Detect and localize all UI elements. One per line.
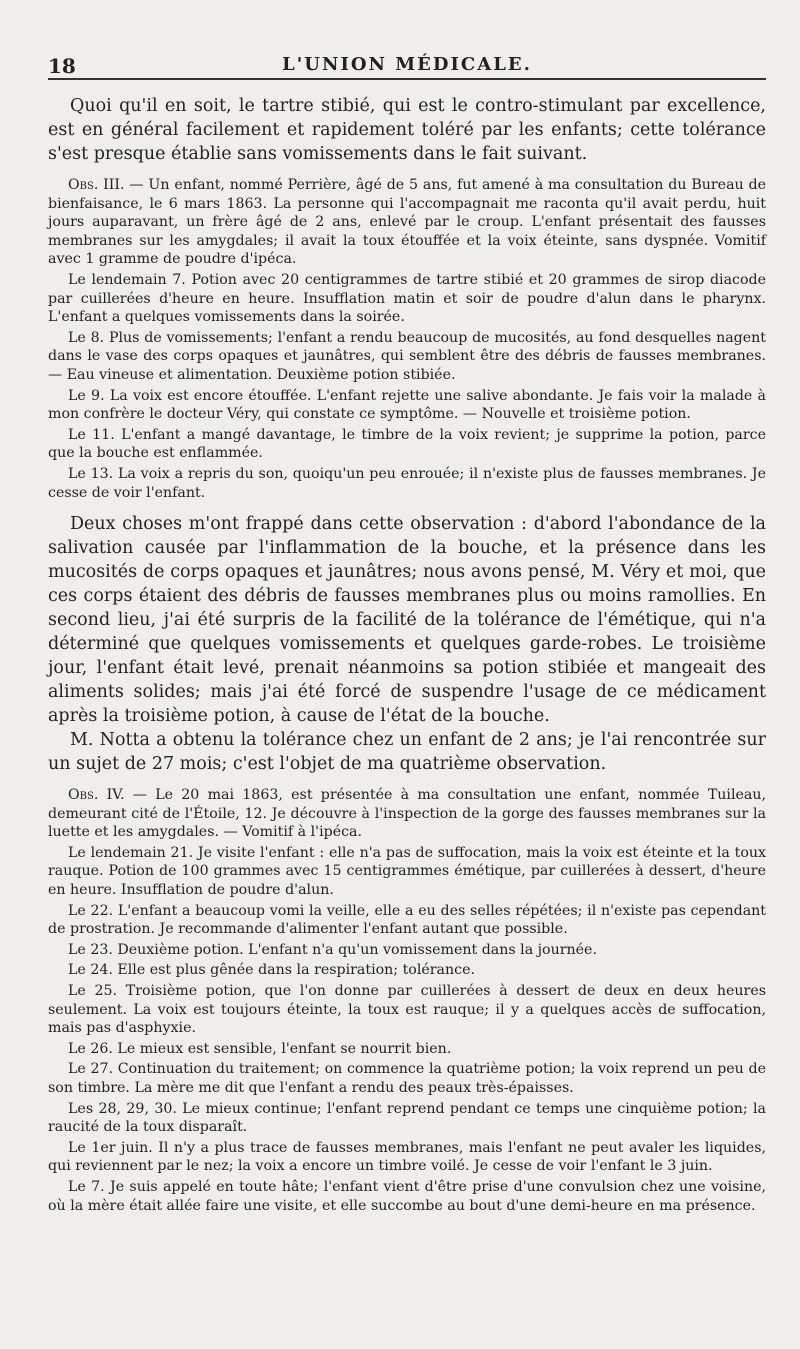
observation-paragraph: Le 25. Troisième potion, que l'on donne par cuillerées à dessert de deux en deux heures seulement. La voix est toujours éteinte, la toux est rauque; il y a quelques accès de suffocation, mais pas d'asphyxie. (48, 983, 766, 1037)
observation-paragraph: Le 9. La voix est encore étouffée. L'enfant rejette une salive abondante. Je fais voir la malade à mon confrère le docteur Véry, qui constate ce symptôme. — Nouvelle et troisième potion. (48, 387, 766, 423)
commentary-paragraph: Deux choses m'ont frappé dans cette observation : d'abord l'abondance de la salivation causée par l'inflammation de la bouche, et la présence dans les mucosités de corps opaques et jaunâtres; nous avons pensé, M. Véry et moi, que ces corps étaient des débris de fausses membranes plus ou moins ramollies. En second lieu, j'ai été surpris de la facilité de la tolérance de l'émétique, qui n'a déterminé que quelques vomissements et quelques garde-robes. Le troisième jour, l'enfant était levé, prenait néanmoins sa potion stibiée et mangeait des aliments solides; mais j'ai été forcé de suspendre l'usage de ce médicament après la troisième potion, à cause de l'état de la bouche. (48, 514, 766, 727)
intro-section (48, 94, 766, 166)
page-header (48, 50, 766, 80)
journal-title: L'UNION MÉDICALE. (282, 54, 532, 75)
observation-3 (48, 176, 766, 502)
observation-4 (48, 786, 766, 1215)
observation-paragraph: Les 28, 29, 30. Le mieux continue; l'enfant reprend pendant ce temps une cinquième potion; la raucité de la toux disparaît. (48, 1100, 766, 1136)
observation-paragraph: Le 22. L'enfant a beaucoup vomi la veille, elle a eu des selles répétées; il n'existe pas cependant de prostration. Je recommande d'alimenter l'enfant autant que possible. (48, 902, 766, 938)
observation-paragraph: Le 26. Le mieux est sensible, l'enfant se nourrit bien. (68, 1040, 452, 1057)
page-number: 18 (48, 54, 76, 78)
observation-paragraph: Le 8. Plus de vomissements; l'enfant a rendu beaucoup de mucosités, au fond desquelles nagent dans le vase des corps opaques et jaunâtres, qui semblent être des débris de fausses membranes. — Eau vineuse et alimentation. Deuxième potion stibiée. (48, 329, 766, 383)
observation-label: Obs. IV. (68, 787, 125, 804)
observation-paragraph (48, 786, 766, 842)
intro-paragraph: Quoi qu'il en soit, le tartre stibié, qui est le contro-stimulant par excellence, est en général facilement et rapidement toléré par les enfants; cette tolérance s'est presque établie sans vomissements dans le fait suivant. (48, 96, 766, 164)
observation-paragraph: Le 1er juin. Il n'y a plus trace de fausses membranes, mais l'enfant ne peut avaler les liquides, qui reviennent par le nez; la voix a encore un timbre voilé. Je cesse de voir l'enfant le 3 juin. (48, 1139, 766, 1175)
observation-paragraph: Le lendemain 7. Potion avec 20 centigrammes de tartre stibié et 20 grammes de sirop diacode par cuillerées d'heure en heure. Insufflation matin et soir de poudre d'alun dans le pharynx. L'enfant a quelques vomissements dans la soirée. (48, 271, 766, 326)
observation-paragraph: Le 27. Continuation du traitement; on commence la quatrième potion; la voix reprend un peu de son timbre. La mère me dit que l'enfant a rendu des peaux très-épaisses. (48, 1061, 766, 1096)
observation-text: — Un enfant, nommé Perrière, âgé de 5 ans, fut amené à ma consultation du Bureau de bienfaisance, le 6 mars 1863. La personne qui l'accompagnait me raconta qu'il avait perdu, huit jours auparavant, un frère âgé de 2 ans, enlevé par le croup. L'enfant présentait des fausses membranes sur les amygdales; il avait la toux étouffée et la voix éteinte, sans dyspnée. Vomitif avec 1 gramme de poudre d'ipéca. (48, 177, 766, 268)
observation-paragraph: Le 11. L'enfant a mangé davantage, le timbre de la voix revient; je supprime la potion, parce que la bouche est enflammée. (48, 426, 766, 462)
observation-paragraph: Le lendemain 21. Je visite l'enfant : elle n'a pas de suffocation, mais la voix est éteinte et la toux rauque. Potion de 100 grammes avec 15 centigrammes émétique, par cuillerées à dessert, d'heure en heure. Insufflation de poudre d'alun. (48, 844, 766, 899)
observation-paragraph: Le 13. La voix a repris du son, quoiqu'un peu enrouée; il n'existe plus de fausses membranes. Je cesse de voir l'enfant. (48, 465, 766, 501)
article-body (48, 94, 766, 1215)
observation-label: Obs. III. (68, 177, 125, 193)
observation-paragraph: Le 7. Je suis appelé en toute hâte; l'enfant vient d'être prise d'une convulsion chez une voisine, où la mère était allée faire une visite, et elle succombe au bout d'une demi-heure en ma présence. (48, 1178, 766, 1214)
observation-text: — Le 20 mai 1863, est présentée à ma consultation une enfant, nommée Tuileau, demeurant cité de l'Étoile, 12. Je découvre à l'inspection de la gorge des fausses membranes sur la luette et les amygdales. — Vomitif à l'ipéca. (48, 787, 767, 841)
observation-paragraph: Le 24. Elle est plus gênée dans la respiration; tolérance. (68, 962, 475, 979)
observation-paragraph (48, 176, 766, 269)
observation-paragraph: Le 23. Deuxième potion. L'enfant n'a qu'un vomissement dans la journée. (68, 941, 597, 958)
commentary-paragraph: M. Notta a obtenu la tolérance chez un enfant de 2 ans; je l'ai rencontrée sur un sujet de 27 mois; c'est l'objet de ma quatrième observation. (48, 730, 766, 775)
commentary-section (48, 512, 766, 776)
